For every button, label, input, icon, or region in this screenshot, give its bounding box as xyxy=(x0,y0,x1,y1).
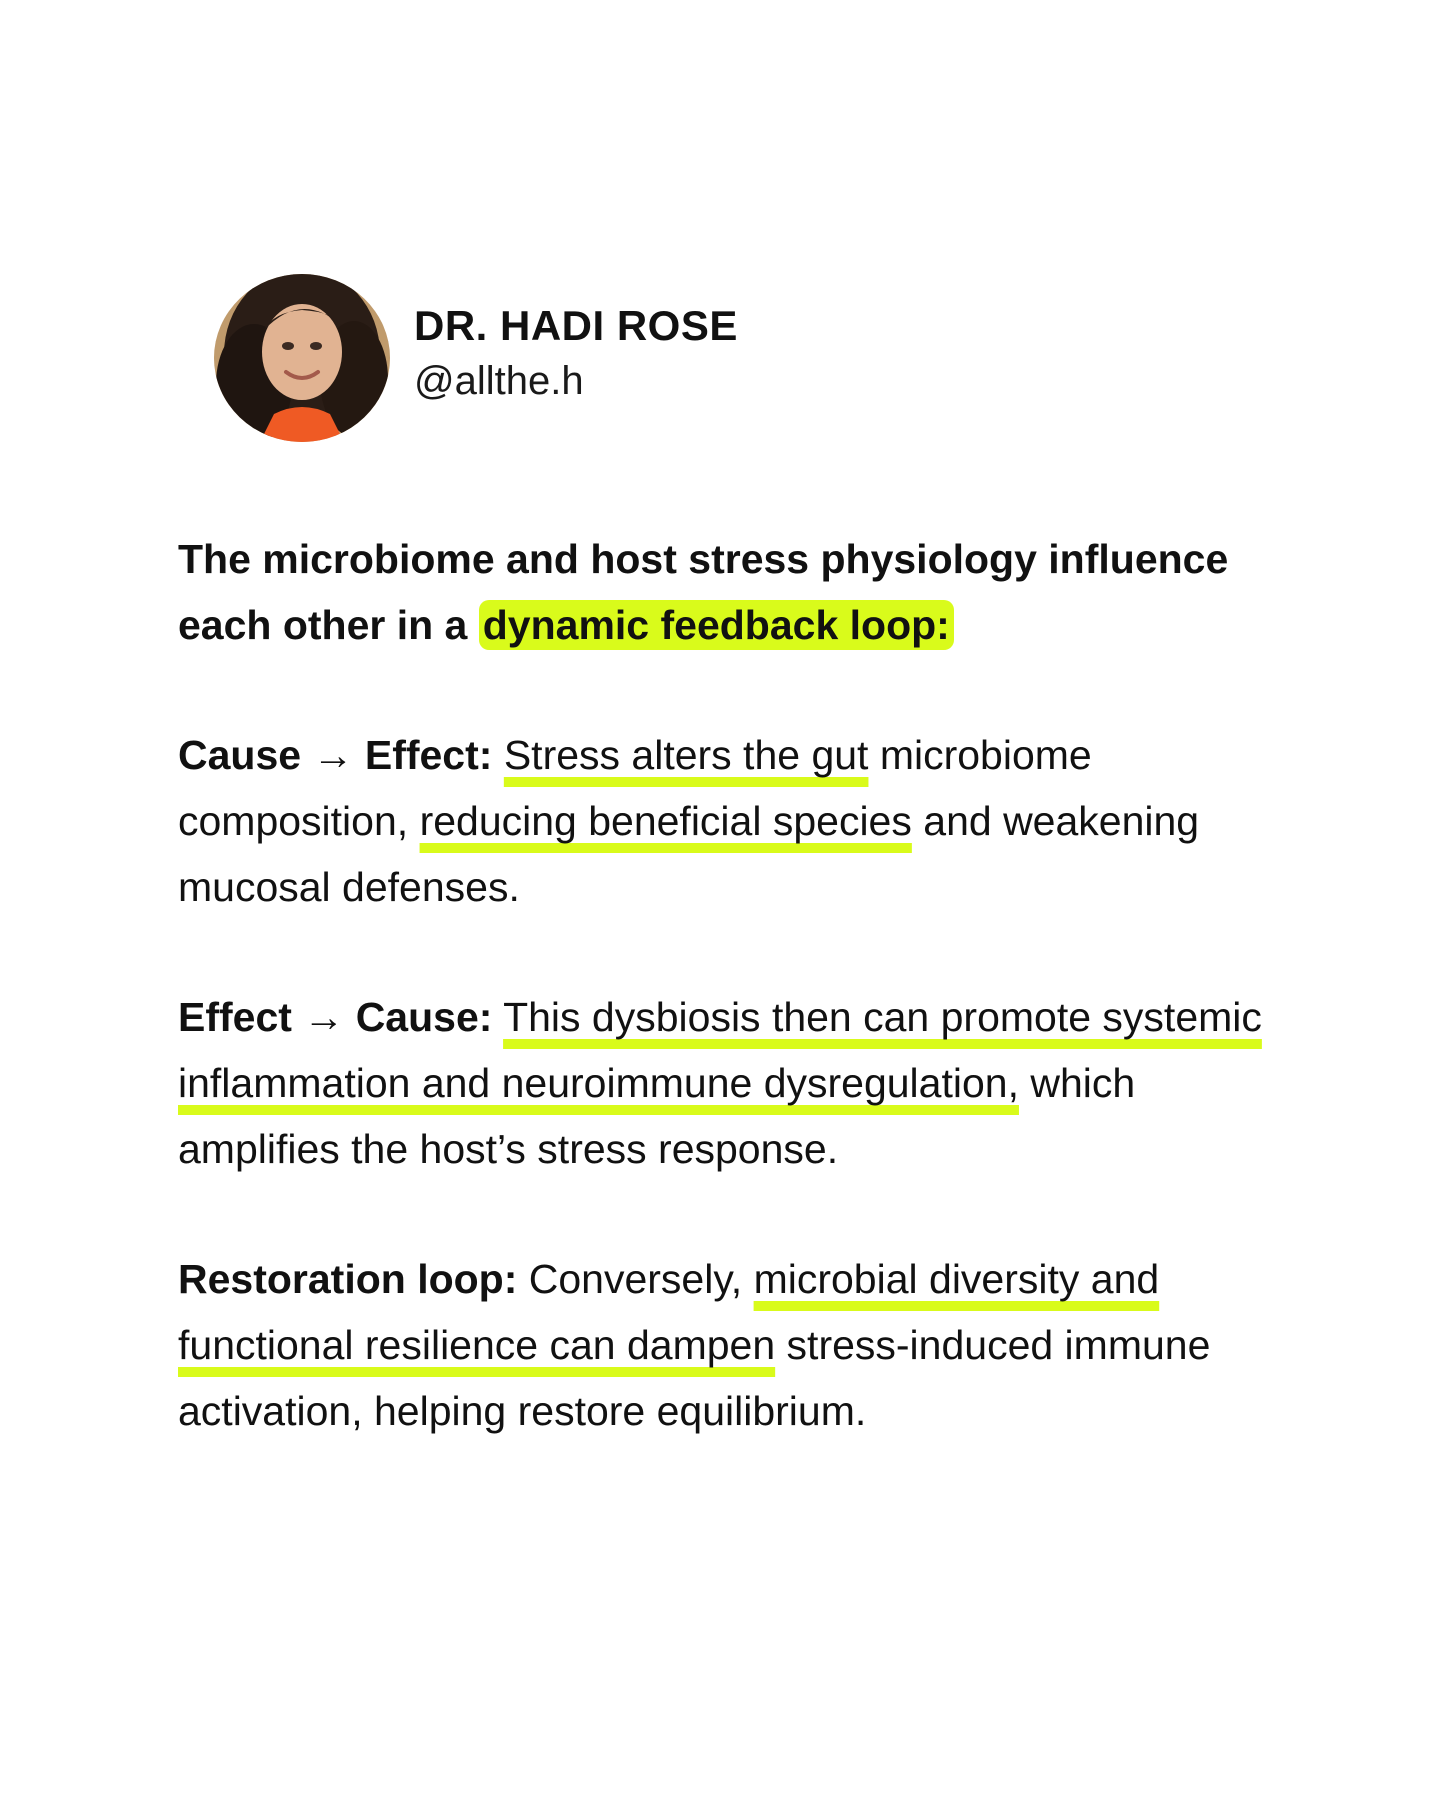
post-body xyxy=(178,526,1298,1444)
effect-cause-label: Effect → Cause: xyxy=(178,994,493,1040)
paragraph-effect-cause xyxy=(178,984,1298,1182)
cause-effect-underline-1: Stress alters the gut xyxy=(503,732,869,778)
effect-cause-underline-1: This dysbiosis then can promote systemic inflammation and neuroimmune dysregulation, xyxy=(178,994,1262,1106)
author-info xyxy=(414,301,738,405)
restoration-text-1: Conversely, xyxy=(517,1256,754,1302)
intro-statement xyxy=(178,526,1298,658)
paragraph-restoration xyxy=(178,1246,1298,1444)
paragraph-cause-effect xyxy=(178,722,1298,920)
cause-effect-text-1: microbiome composition, xyxy=(178,732,1092,844)
author-name: DR. HADI ROSE xyxy=(414,301,738,349)
cause-effect-underline-2: reducing beneficial species xyxy=(419,798,912,844)
effect-cause-text-1: which amplifies the host’s stress response. xyxy=(178,1060,1136,1172)
restoration-text-2: stress-induced immune activation, helping restore equilibrium. xyxy=(178,1322,1211,1434)
restoration-label: Restoration loop: xyxy=(178,1256,518,1302)
intro-highlight: dynamic feedback loop: xyxy=(479,600,954,650)
restoration-underline-1: microbial diversity and functional resilience can dampen xyxy=(178,1256,1160,1368)
cause-effect-label: Cause → Effect: xyxy=(178,732,493,778)
avatar[interactable] xyxy=(214,274,390,442)
author-handle[interactable]: @allthe.h xyxy=(414,359,584,404)
author-header xyxy=(214,274,738,442)
intro-text: The microbiome and host stress physiology influence each other in a xyxy=(178,536,1229,648)
author-portrait-icon xyxy=(214,274,390,442)
cause-effect-text-2: and weakening mucosal defenses. xyxy=(178,798,1200,910)
